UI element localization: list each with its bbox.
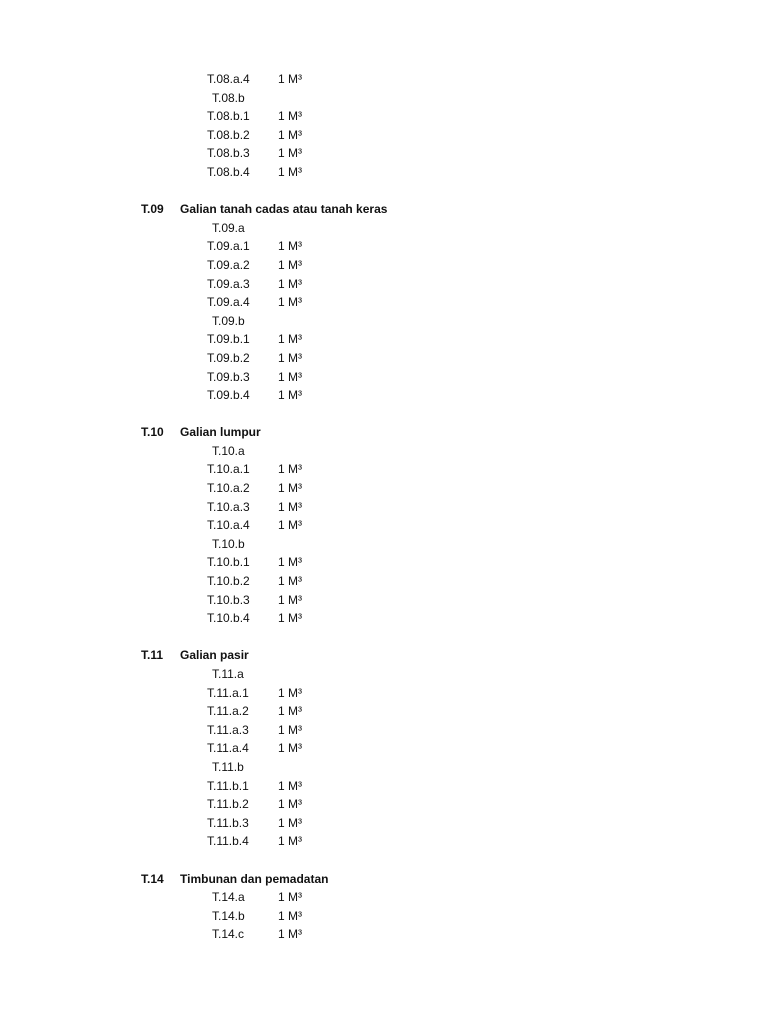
item-code: T.09.b.4 (207, 388, 250, 403)
item-row (0, 70, 768, 89)
item-unit: 1 M³ (278, 741, 302, 756)
item-unit: 1 M³ (278, 890, 302, 905)
subgroup-code: T.11.a (212, 667, 244, 681)
item-code: T.10.b.2 (207, 574, 250, 589)
item-code: T.08.b.4 (207, 164, 250, 179)
subgroup-code: T.14.c (212, 927, 245, 942)
item-row (0, 572, 768, 591)
blank-row (0, 405, 768, 424)
subgroup-code: T.14.a (212, 890, 245, 905)
item-row (0, 219, 768, 238)
item-row (0, 442, 768, 461)
item-row (0, 739, 768, 758)
blank-row (0, 628, 768, 647)
item-unit: 1 M³ (278, 295, 302, 310)
item-code: T.11.a.4 (207, 741, 249, 756)
section-title: Timbunan dan pemadatan (180, 871, 329, 886)
item-row (0, 330, 768, 349)
item-row (0, 163, 768, 182)
subgroup-code: T.09.a (212, 220, 245, 235)
spreadsheet-page (0, 70, 768, 944)
section-code: T.09 (141, 202, 164, 217)
item-row (0, 460, 768, 479)
item-unit: 1 M³ (278, 146, 302, 161)
item-row (0, 665, 768, 684)
item-code: T.11.b.1 (207, 778, 249, 793)
item-code: T.08.a.4 (207, 72, 250, 86)
item-row (0, 684, 768, 703)
item-row (0, 925, 768, 944)
section-title: Galian tanah cadas atau tanah keras (180, 202, 388, 217)
section-code: T.10 (141, 425, 164, 440)
item-unit: 1 M³ (278, 685, 302, 700)
item-code: T.10.b.1 (207, 555, 250, 570)
section-header-row (0, 870, 768, 889)
item-code: T.11.b.4 (207, 834, 249, 849)
item-code: T.09.a.3 (207, 276, 250, 291)
item-unit: 1 M³ (278, 611, 302, 626)
item-unit: 1 M³ (278, 388, 302, 403)
subgroup-code: T.11.b (212, 759, 244, 774)
item-unit: 1 M³ (278, 257, 302, 272)
item-unit: 1 M³ (278, 834, 302, 849)
item-unit: 1 M³ (278, 276, 302, 291)
item-unit: 1 M³ (278, 815, 302, 830)
item-code: T.09.b.2 (207, 350, 250, 365)
item-unit: 1 M³ (278, 797, 302, 812)
item-unit: 1 M³ (278, 350, 302, 365)
item-row (0, 609, 768, 628)
item-row (0, 498, 768, 517)
item-row (0, 758, 768, 777)
item-row (0, 237, 768, 256)
item-unit: 1 M³ (278, 239, 302, 254)
item-code: T.10.a.2 (207, 481, 250, 496)
item-code: T.10.a.1 (207, 462, 250, 477)
item-unit: 1 M³ (278, 574, 302, 589)
item-unit: 1 M³ (278, 499, 302, 514)
item-row (0, 795, 768, 814)
item-code: T.09.a.4 (207, 295, 250, 310)
item-unit: 1 M³ (278, 164, 302, 179)
item-code: T.09.b.1 (207, 332, 250, 347)
item-row (0, 126, 768, 145)
item-unit: 1 M³ (278, 462, 302, 477)
item-code: T.09.a.2 (207, 257, 250, 272)
item-unit: 1 M³ (278, 778, 302, 793)
item-row (0, 275, 768, 294)
item-row (0, 832, 768, 851)
item-row (0, 312, 768, 331)
item-row (0, 888, 768, 907)
section-code: T.14 (141, 871, 164, 886)
item-unit: 1 M³ (278, 369, 302, 384)
item-row (0, 535, 768, 554)
item-row (0, 256, 768, 275)
item-code: T.09.a.1 (207, 239, 250, 254)
item-row (0, 293, 768, 312)
item-code: T.09.b.3 (207, 369, 250, 384)
item-unit: 1 M³ (278, 704, 302, 719)
section-header-row (0, 646, 768, 665)
item-code: T.08.b.1 (207, 109, 250, 124)
item-unit: 1 M³ (278, 127, 302, 142)
blank-row (0, 851, 768, 870)
item-unit: 1 M³ (278, 109, 302, 124)
subgroup-code: T.09.b (212, 313, 245, 328)
item-row (0, 89, 768, 108)
item-row (0, 907, 768, 926)
item-row (0, 777, 768, 796)
item-row (0, 702, 768, 721)
item-code: T.11.b.3 (207, 815, 249, 830)
item-code: T.11.a.3 (207, 722, 249, 737)
subgroup-code: T.10.a (212, 443, 245, 458)
item-unit: 1 M³ (278, 332, 302, 347)
item-code: T.10.a.3 (207, 499, 250, 514)
item-code: T.08.b.2 (207, 127, 250, 142)
item-code: T.10.b.3 (207, 592, 250, 607)
item-code: T.11.b.2 (207, 797, 249, 812)
item-unit: 1 M³ (278, 722, 302, 737)
item-code: T.11.a.2 (207, 704, 249, 719)
item-row (0, 553, 768, 572)
item-unit: 1 M³ (278, 72, 302, 86)
item-unit: 1 M³ (278, 908, 302, 923)
section-title: Galian lumpur (180, 425, 261, 440)
section-header-row (0, 200, 768, 219)
item-row (0, 144, 768, 163)
item-row (0, 386, 768, 405)
item-row (0, 107, 768, 126)
item-unit: 1 M³ (278, 927, 302, 942)
item-row (0, 516, 768, 535)
subgroup-code: T.14.b (212, 908, 245, 923)
item-row (0, 368, 768, 387)
section-code: T.11 (141, 648, 164, 663)
item-code: T.11.a.1 (207, 685, 249, 700)
subgroup-code: T.08.b (212, 90, 245, 105)
blank-row (0, 182, 768, 201)
item-code: T.10.b.4 (207, 611, 250, 626)
item-unit: 1 M³ (278, 518, 302, 533)
item-unit: 1 M³ (278, 481, 302, 496)
item-code: T.10.a.4 (207, 518, 250, 533)
subgroup-code: T.10.b (212, 536, 245, 551)
section-header-row (0, 423, 768, 442)
item-code: T.08.b.3 (207, 146, 250, 161)
item-unit: 1 M³ (278, 592, 302, 607)
item-row (0, 814, 768, 833)
item-unit: 1 M³ (278, 555, 302, 570)
section-title: Galian pasir (180, 648, 249, 663)
item-row (0, 349, 768, 368)
item-row (0, 721, 768, 740)
item-row (0, 479, 768, 498)
item-row (0, 591, 768, 610)
